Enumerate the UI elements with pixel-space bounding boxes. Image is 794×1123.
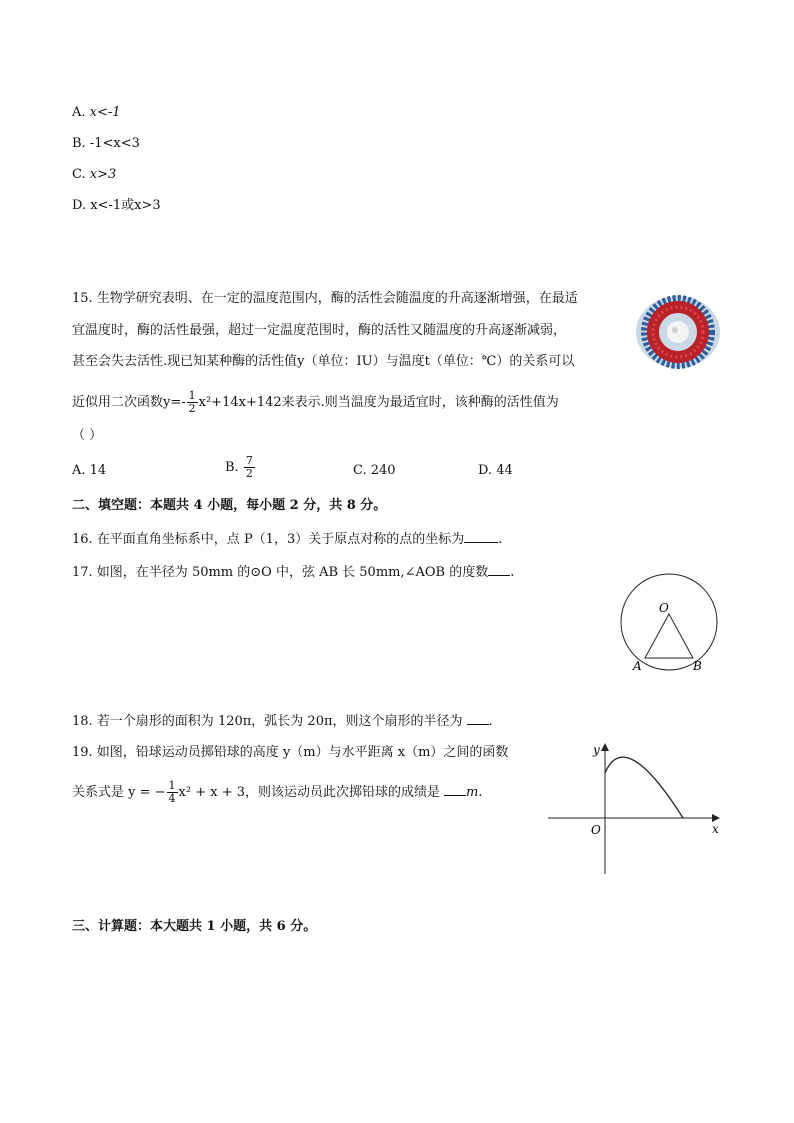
label-a: A: [633, 659, 642, 673]
answer-blank: [444, 783, 466, 796]
formula-prefix: 近似用二次函数y=-: [72, 395, 186, 410]
enzyme-image: [632, 292, 724, 372]
fraction-denominator: 2: [188, 402, 196, 415]
q15-line-3: 甚至会失去活性.现已知某种酶的活性值y（单位：IU）与温度t（单位：℃）的关系可以: [72, 354, 575, 369]
question-text: 16. 在平面直角坐标系中，点 P（1，3）关于原点对称的点的坐标为: [72, 532, 465, 547]
parabola-curve: [605, 757, 683, 818]
q15-option-d: D. 44: [478, 463, 513, 478]
formula-suffix: x² + x + 3，则该运动员此次掷铅球的成绩是: [178, 785, 440, 800]
unit-text: m.: [466, 785, 483, 800]
q18: [72, 712, 493, 731]
section-3-heading: 三、计算题：本大题共 1 小题，共 6 分。: [72, 919, 317, 934]
question-end: .: [510, 565, 515, 580]
option-expr: x>3: [89, 167, 117, 182]
fraction-numerator: 7: [245, 454, 253, 467]
q14-option-d: [72, 197, 161, 215]
answer-blank: [464, 530, 498, 543]
q15-option-a: A. 14: [72, 463, 107, 478]
section-2-heading: 二、填空题：本题共 4 小题，每小题 2 分，共 8 分。: [72, 498, 387, 513]
question-end: .: [488, 714, 493, 729]
q14-option-b: [72, 135, 140, 153]
fraction-numerator: 1: [188, 389, 196, 402]
formula-prefix: 关系式是 y = −: [72, 785, 166, 800]
option-label: C.: [72, 167, 90, 182]
q16: [72, 530, 502, 549]
q15-line-1: 15. 生物学研究表明、在一定的温度范围内，酶的活性会随温度的升高逐渐增强，在最适: [72, 291, 578, 306]
q19-line-2: [72, 780, 482, 805]
fraction-denominator: 4: [168, 792, 176, 805]
label-origin: O: [591, 823, 601, 837]
option-label: B.: [225, 460, 239, 475]
fraction-denominator: 2: [245, 467, 253, 480]
option-label: B.: [72, 136, 90, 151]
option-label: D.: [72, 198, 91, 213]
label-x: x: [712, 822, 719, 836]
option-label: A.: [72, 105, 90, 120]
q15-line-4: [72, 390, 559, 415]
x-axis-arrow-icon: [712, 814, 720, 822]
q14-option-a: [72, 104, 121, 122]
q17: [72, 563, 514, 582]
answer-blank: [467, 712, 489, 725]
q15-line-2: 宜温度时，酶的活性最强，超过一定温度范围时，酶的活性又随温度的升高逐渐减弱，: [72, 323, 567, 338]
question-text: 17. 如图，在半径为 50mm 的⊙O 中，弦 AB 长 50mm,∠AOB 的度数: [72, 565, 489, 580]
formula-suffix: x²+14x+142来表示.则当温度为最适宜时，该种酶的活性值为: [198, 395, 559, 410]
enzyme-structure-icon: [632, 292, 724, 372]
fraction-numerator: 1: [168, 779, 176, 792]
answer-blank: [488, 563, 510, 576]
q19-line-1: 19. 如图，铅球运动员掷铅球的高度 y（m）与水平距离 x（m）之间的函数: [72, 745, 509, 760]
fraction: [187, 390, 198, 415]
question-text: 18. 若一个扇形的面积为 120π，弧长为 20π，则这个扇形的半径为: [72, 714, 463, 729]
q14-option-c: [72, 166, 116, 184]
option-expr: x<-1或x>3: [90, 198, 161, 213]
label-y: y: [593, 743, 600, 757]
shot-put-graph: [546, 738, 726, 878]
q15-option-c: C. 240: [353, 463, 396, 478]
question-end: .: [498, 532, 503, 547]
circle-diagram: [615, 572, 725, 676]
option-expr: x<-1: [89, 105, 121, 120]
fraction: [244, 455, 255, 480]
option-expr: -1<x<3: [89, 136, 140, 151]
y-axis-arrow-icon: [601, 743, 609, 751]
fraction: [167, 780, 178, 805]
triangle-aob: [645, 614, 693, 658]
circle-outline: [621, 574, 717, 670]
label-o: O: [659, 601, 669, 615]
label-b: B: [693, 659, 702, 673]
q15-option-b: [225, 455, 256, 480]
q15-answer-parens: （ ）: [72, 428, 103, 443]
